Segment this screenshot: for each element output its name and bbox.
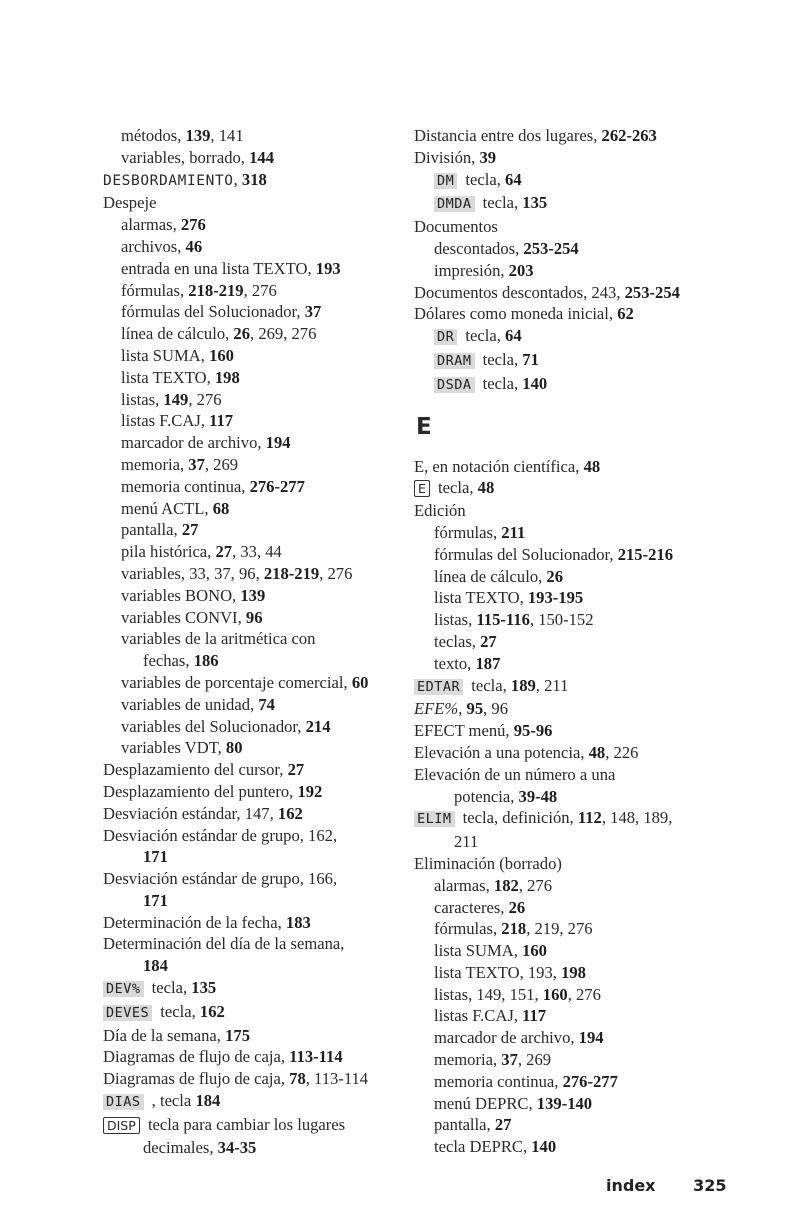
index-entry	[103, 192, 408, 214]
entry-text: tecla,	[147, 978, 192, 998]
entry-text: listas,	[121, 389, 164, 409]
bold-page-ref: 276-277	[249, 476, 305, 496]
index-entry	[103, 563, 408, 585]
index-entry	[103, 1090, 408, 1114]
index-entry	[414, 169, 734, 193]
index-entry	[103, 716, 408, 738]
bold-page-ref: 162	[277, 803, 303, 823]
entry-text: Determinación de la fecha,	[103, 912, 286, 932]
entry-text: Día de la semana,	[103, 1025, 226, 1045]
entry-text: tecla,	[467, 675, 511, 695]
entry-text: Desviación estándar de grupo, 166,	[103, 869, 338, 889]
entry-text: Edición	[414, 501, 466, 521]
index-entry	[414, 962, 734, 984]
entry-text: Diagramas de flujo de caja,	[103, 1069, 290, 1089]
index-entry	[414, 940, 734, 962]
bold-page-ref: 95-96	[513, 721, 553, 741]
entry-text: listas, 149, 151,	[434, 984, 543, 1004]
bold-page-ref: 139	[240, 585, 266, 605]
index-entry	[103, 476, 408, 498]
index-entries-d-continued	[414, 125, 734, 397]
page-refs: , 276	[319, 563, 353, 583]
index-entry	[103, 607, 408, 629]
bold-page-ref: 27	[215, 542, 233, 562]
page-refs: , 211	[535, 675, 569, 695]
entry-text: alarmas,	[434, 875, 494, 895]
entry-text: Documentos	[414, 217, 498, 237]
entry-text: memoria continua,	[121, 476, 250, 496]
index-entry	[414, 1093, 734, 1115]
entry-text: variables del Solucionador,	[121, 716, 306, 736]
bold-page-ref: 144	[249, 147, 274, 167]
entry-text: Determinación del día de la semana,	[103, 934, 345, 954]
index-entry	[414, 192, 734, 216]
entry-text: variables, 33, 37, 96,	[121, 563, 264, 583]
entry-text: variables de la aritmética con	[121, 629, 316, 649]
page-refs: , 269	[204, 454, 239, 474]
entry-text: menú ACTL,	[121, 498, 213, 518]
bold-page-ref: 218-219	[188, 280, 244, 300]
entry-text: teclas,	[434, 631, 481, 651]
entry-text: caracteres,	[434, 897, 509, 917]
bold-page-ref: 80	[225, 738, 243, 758]
index-entry	[103, 1114, 408, 1137]
entry-text: listas,	[434, 610, 477, 630]
entry-text: fórmulas,	[121, 280, 189, 300]
bold-page-ref: 175	[225, 1025, 250, 1045]
bold-page-ref: 160	[542, 984, 568, 1004]
softkey-label: DEVES	[103, 1005, 152, 1021]
bold-page-ref: 37	[501, 1050, 518, 1070]
bold-page-ref: 135	[191, 978, 217, 998]
section-letter-heading: E	[416, 413, 432, 440]
bold-page-ref: 60	[351, 672, 369, 692]
index-entry	[414, 853, 734, 875]
bold-page-ref: 27	[287, 760, 305, 780]
bold-page-ref: 26	[508, 897, 526, 917]
index-entry	[414, 897, 734, 919]
index-entry	[103, 759, 408, 781]
index-entry	[103, 367, 408, 389]
index-entry	[414, 742, 734, 764]
page-refs: , 148, 189,	[601, 808, 673, 828]
entry-text: métodos,	[121, 126, 186, 145]
index-entry	[414, 544, 734, 566]
bold-page-ref: 117	[209, 411, 234, 431]
softkey-label: DIAS	[103, 1094, 144, 1110]
right-index-column	[414, 125, 734, 1158]
index-entry	[103, 125, 408, 147]
entry-text: marcador de archivo,	[434, 1028, 579, 1048]
bold-page-ref: 198	[561, 962, 586, 982]
index-entry	[103, 410, 408, 432]
entry-text: entrada en una lista TEXTO,	[121, 258, 316, 278]
bold-page-ref: 48	[477, 478, 495, 498]
softkey-label: DMDA	[434, 196, 475, 212]
bold-page-ref: 184	[143, 956, 168, 976]
index-entry	[414, 918, 734, 940]
index-entry	[414, 325, 734, 349]
softkey-label: EDTAR	[414, 679, 463, 695]
entry-text: línea de cálculo,	[121, 324, 234, 344]
index-entry	[103, 1137, 408, 1159]
index-entry	[103, 258, 408, 280]
page-refs: , 150-152	[529, 610, 594, 630]
entry-text: ,	[233, 169, 242, 189]
softkey-label: DM	[434, 173, 457, 189]
index-entry	[103, 1068, 408, 1090]
index-entry	[103, 1025, 408, 1047]
index-entry	[103, 280, 408, 302]
index-entry	[103, 803, 408, 825]
entry-text: lista TEXTO,	[434, 588, 528, 608]
entry-text: Despeje	[103, 193, 157, 213]
index-entry	[414, 609, 734, 631]
entry-text: tecla,	[156, 1001, 200, 1021]
bold-page-ref: 27	[181, 520, 199, 540]
index-entry	[414, 698, 734, 720]
index-entry	[103, 169, 408, 193]
entry-text: descontados,	[434, 238, 524, 258]
entry-text: Desviación estándar de grupo, 162,	[103, 825, 338, 845]
page-refs: , 276	[518, 875, 552, 895]
index-entries-e	[414, 456, 734, 1159]
entry-text: tecla DEPRC,	[434, 1137, 532, 1157]
bold-page-ref: 184	[195, 1091, 221, 1111]
bold-page-ref: 276-277	[562, 1071, 618, 1091]
softkey-label: DR	[434, 329, 457, 345]
bold-page-ref: 211	[501, 522, 526, 542]
bold-page-ref: 78	[289, 1069, 306, 1089]
bold-page-ref: 193-195	[527, 588, 584, 608]
index-entry	[414, 349, 734, 373]
entry-text: tecla,	[478, 349, 523, 369]
entry-text: fórmulas del Solucionador,	[121, 302, 305, 322]
index-entry	[103, 628, 408, 650]
index-entry	[414, 675, 734, 699]
index-entry	[414, 1136, 734, 1158]
index-entry	[414, 566, 734, 588]
entry-text: 211	[454, 832, 479, 852]
bold-page-ref: 39-48	[518, 786, 558, 806]
page-refs: , 276	[188, 389, 222, 409]
index-entry	[414, 282, 734, 304]
index-entry	[103, 301, 408, 323]
bold-page-ref: 276	[180, 215, 206, 235]
index-entry	[103, 868, 408, 890]
bold-page-ref: 140	[522, 373, 548, 393]
page-refs: , 96	[483, 699, 509, 719]
page-refs: , 226	[605, 742, 639, 762]
entry-text: , tecla	[147, 1091, 196, 1111]
index-entry	[103, 519, 408, 541]
index-entry	[414, 1049, 734, 1071]
index-entry	[103, 454, 408, 476]
entry-text: tecla,	[478, 193, 523, 213]
index-entry	[414, 456, 734, 478]
bold-page-ref: 183	[285, 912, 311, 932]
index-entry	[414, 1071, 734, 1093]
index-entry	[103, 650, 408, 672]
bold-page-ref: 117	[522, 1006, 547, 1026]
bold-page-ref: 149	[163, 389, 189, 409]
index-entry	[414, 238, 734, 260]
display-message: DESBORDAMIENTO	[103, 172, 234, 189]
bold-page-ref: 218-219	[263, 563, 320, 583]
key-label: DISP	[103, 1117, 140, 1134]
entry-text: variables, borrado,	[121, 147, 250, 167]
bold-page-ref: 37	[304, 302, 322, 322]
index-entry	[414, 764, 734, 786]
bold-page-ref: 46	[185, 236, 203, 256]
bold-page-ref: 115-116	[476, 610, 530, 630]
bold-page-ref: 193	[315, 258, 341, 278]
footer-index-label: index	[606, 1176, 656, 1195]
index-entry	[103, 933, 408, 955]
entry-text: variables CONVI,	[121, 607, 246, 627]
entry-text: tecla,	[478, 373, 523, 393]
bold-page-ref: 194	[578, 1028, 604, 1048]
softkey-label: DSDA	[434, 377, 475, 393]
entry-text: variables BONO,	[121, 585, 241, 605]
index-entry	[103, 781, 408, 803]
index-entry	[103, 236, 408, 258]
entry-text: Dólares como moneda inicial,	[414, 304, 618, 324]
index-entry	[103, 737, 408, 759]
softkey-label: ELIM	[414, 811, 455, 827]
bold-page-ref: 26	[546, 566, 564, 586]
page-refs: , 276	[243, 280, 277, 300]
entry-text: variables de porcentaje comercial,	[121, 672, 352, 692]
index-entry	[414, 653, 734, 675]
entry-text: Desplazamiento del puntero,	[103, 781, 298, 801]
index-entry	[414, 303, 734, 325]
index-entry	[103, 890, 408, 912]
index-entry	[414, 720, 734, 742]
index-entry	[103, 912, 408, 934]
entry-text: tecla para cambiar los lugares	[143, 1114, 346, 1134]
entry-text: E, en notación científica,	[414, 456, 584, 476]
entry-text: texto,	[434, 653, 476, 673]
index-entry	[103, 389, 408, 411]
bold-page-ref: 95	[466, 699, 484, 719]
entry-text: línea de cálculo,	[434, 566, 547, 586]
entry-text: fórmulas,	[434, 522, 502, 542]
entry-text: pantalla,	[121, 520, 182, 540]
entry-text: decimales,	[143, 1137, 218, 1157]
entry-text: tecla,	[433, 478, 478, 498]
bold-page-ref: 253-254	[624, 282, 680, 302]
entry-text: Distancia entre dos lugares,	[414, 126, 602, 145]
entry-text: lista TEXTO,	[121, 367, 215, 387]
bold-page-ref: 215-216	[617, 544, 673, 564]
index-entry	[414, 875, 734, 897]
entry-text: Documentos descontados, 243,	[414, 282, 625, 302]
entry-text: variables de unidad,	[121, 694, 259, 714]
bold-page-ref: 68	[212, 498, 230, 518]
index-entry	[103, 147, 408, 169]
entry-text: pantalla,	[434, 1115, 495, 1135]
entry-text: tecla,	[461, 169, 506, 189]
entry-text: potencia,	[454, 786, 519, 806]
index-entry	[414, 984, 734, 1006]
index-entry	[103, 498, 408, 520]
entry-text: pila histórica,	[121, 542, 216, 562]
index-entry	[414, 125, 734, 147]
bold-page-ref: 27	[494, 1115, 512, 1135]
bold-page-ref: 64	[505, 169, 522, 189]
index-entry	[414, 500, 734, 522]
entry-text: tecla,	[461, 326, 506, 346]
bold-page-ref: 48	[588, 742, 606, 762]
index-entry	[103, 585, 408, 607]
entry-text: archivos,	[121, 236, 186, 256]
bold-page-ref: 139-140	[536, 1093, 593, 1113]
index-entry	[414, 522, 734, 544]
bold-page-ref: 160	[522, 941, 547, 961]
entry-text: listas F.CAJ,	[434, 1006, 523, 1026]
bold-page-ref: 203	[508, 260, 534, 280]
index-entry	[103, 825, 408, 847]
bold-page-ref: 189	[510, 675, 536, 695]
bold-page-ref: 187	[475, 653, 501, 673]
page-refs: , 219, 276	[526, 919, 593, 939]
entry-text: listas F.CAJ,	[121, 411, 210, 431]
index-entry	[103, 977, 408, 1001]
bold-page-ref: 192	[297, 781, 323, 801]
entry-text: EFECT menú,	[414, 721, 514, 741]
index-entry	[103, 1001, 408, 1025]
entry-text: Desplazamiento del cursor,	[103, 760, 288, 780]
left-index-column	[103, 125, 408, 1158]
italic-term: EFE%	[414, 699, 459, 719]
bold-page-ref: 112	[577, 808, 602, 828]
entry-text: menú DEPRC,	[434, 1093, 537, 1113]
entry-text: lista SUMA,	[121, 345, 210, 365]
softkey-label: DRAM	[434, 353, 475, 369]
entry-text: marcador de archivo,	[121, 433, 266, 453]
entry-text: Desviación estándar, 147,	[103, 803, 278, 823]
entry-text: Elevación de un número a una	[414, 764, 616, 784]
bold-page-ref: 48	[583, 456, 601, 476]
entry-text: fórmulas del Solucionador,	[434, 544, 618, 564]
index-entry	[103, 432, 408, 454]
entry-text: memoria,	[121, 454, 189, 474]
index-entry	[103, 846, 408, 868]
bold-page-ref: 214	[305, 716, 331, 736]
entry-text: lista SUMA,	[434, 941, 523, 961]
bold-page-ref: 39	[479, 147, 497, 167]
entry-text: memoria continua,	[434, 1071, 563, 1091]
softkey-label: DEV%	[103, 981, 144, 997]
entry-text: División,	[414, 147, 480, 167]
bold-page-ref: 135	[522, 193, 548, 213]
index-entry	[414, 1005, 734, 1027]
page-refs: , 269, 276	[250, 324, 317, 344]
bold-page-ref: 113-114	[289, 1047, 343, 1067]
bold-page-ref: 218	[501, 919, 527, 939]
bold-page-ref: 27	[480, 631, 497, 651]
index-entry	[103, 541, 408, 563]
page-number: 325	[693, 1176, 727, 1195]
index-entry	[414, 587, 734, 609]
entry-text: ,	[458, 699, 467, 719]
index-entry	[103, 214, 408, 236]
index-entry	[414, 477, 734, 500]
bold-page-ref: 64	[505, 326, 522, 346]
entry-text: fórmulas,	[434, 919, 502, 939]
bold-page-ref: 182	[493, 875, 519, 895]
index-entry	[103, 345, 408, 367]
index-entry	[414, 631, 734, 653]
bold-page-ref: 96	[245, 607, 263, 627]
entry-text: Eliminación (borrado)	[414, 853, 562, 873]
page-footer	[606, 1176, 726, 1195]
index-entry	[414, 147, 734, 169]
index-entry	[414, 1114, 734, 1136]
bold-page-ref: 139	[185, 126, 211, 145]
bold-page-ref: 62	[617, 304, 634, 324]
bold-page-ref: 74	[258, 694, 275, 714]
bold-page-ref: 26	[233, 324, 251, 344]
page-refs: , 269	[517, 1050, 552, 1070]
bold-page-ref: 37	[188, 454, 205, 474]
index-entry	[414, 786, 734, 808]
index-entry	[414, 373, 734, 397]
index-entry	[414, 216, 734, 238]
index-entry	[103, 955, 408, 977]
bold-page-ref: 140	[531, 1137, 557, 1157]
index-entry	[103, 323, 408, 345]
entry-text: tecla, definición,	[458, 808, 578, 828]
entry-text: memoria,	[434, 1050, 502, 1070]
bold-page-ref: 186	[193, 651, 219, 671]
bold-page-ref: 171	[143, 890, 168, 910]
index-entry	[103, 1046, 408, 1068]
entry-text: fechas,	[143, 651, 194, 671]
bold-page-ref: 318	[241, 169, 267, 189]
page-refs: , 276	[567, 984, 601, 1004]
entry-text: variables VDT,	[121, 738, 226, 758]
bold-page-ref: 34-35	[217, 1137, 257, 1157]
entry-text: alarmas,	[121, 215, 181, 235]
index-entry	[414, 1027, 734, 1049]
index-entry	[103, 672, 408, 694]
bold-page-ref: 198	[214, 367, 240, 387]
key-label: E	[414, 480, 430, 497]
index-entry	[414, 260, 734, 282]
page-refs: , 141	[210, 126, 244, 145]
entry-text: lista TEXTO, 193,	[434, 962, 562, 982]
index-entry	[103, 694, 408, 716]
bold-page-ref: 194	[265, 433, 291, 453]
bold-page-ref: 162	[199, 1001, 225, 1021]
entry-text: Diagramas de flujo de caja,	[103, 1047, 290, 1067]
bold-page-ref: 171	[143, 847, 168, 867]
index-entry	[414, 807, 734, 831]
bold-page-ref: 71	[522, 349, 539, 369]
entry-text: Elevación a una potencia,	[414, 742, 589, 762]
index-entry	[414, 831, 734, 853]
entry-text: impresión,	[434, 260, 509, 280]
page-refs: , 33, 44	[232, 542, 282, 562]
bold-page-ref: 160	[209, 345, 234, 365]
page-refs: , 113-114	[305, 1069, 369, 1089]
bold-page-ref: 262-263	[601, 126, 657, 145]
bold-page-ref: 253-254	[523, 238, 579, 258]
